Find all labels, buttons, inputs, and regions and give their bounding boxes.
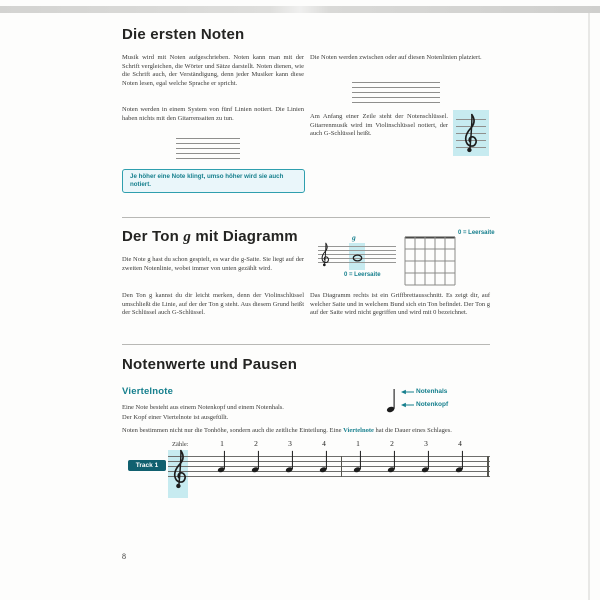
section-divider-2 [122,344,490,345]
treble-clef-icon [319,241,331,268]
line3-highlight: Viertelnote [343,427,374,434]
notenkopf-label: Notenkopf [416,401,449,408]
section2-paragraph-2: Den Ton g kannst du dir leicht merken, denn der Violinschlüssel umschließt die Linie, auf der der Ton g steht. Aus diesem Grund heißt der Schlüssel auch G-Schlüssel. [122,292,304,317]
quarter-note-with-count [382,440,402,474]
empty-staff-right [352,82,440,103]
count-label: 1 [220,439,224,448]
section2-title-post: mit Diagramm [191,228,298,245]
section3-line-2: Der Kopf einer Viertelnote ist ausgefüllt. [122,414,229,421]
quarter-note-with-count [450,440,470,474]
scan-edge-top [0,6,600,13]
notenhals-callout [401,388,447,395]
count-label: 4 [458,439,462,448]
notenhals-label: Notenhals [416,388,448,395]
quarter-note-icon [421,448,432,474]
count-label: 1 [356,439,360,448]
open-string-label-diagram: 0 = Leersaite [458,230,495,236]
quarter-note-with-count [416,440,436,474]
count-label: 3 [288,439,292,448]
count-label: 2 [254,439,258,448]
arrow-left-icon [401,402,414,408]
count-label: 2 [390,439,394,448]
quarter-note-icon [319,448,330,474]
count-label: 3 [424,439,428,448]
section2-title-g: g [183,229,192,245]
quarter-note-anatomy-icon [386,387,398,413]
section2-title-pre: Der Ton [122,228,184,245]
open-note-g-icon [351,253,364,263]
section1-paragraph-2: Noten werden in einem System von fünf Linien notiert. Die Linien haben nichts mit den Gitarrensaiten zu tun. [122,106,304,122]
section3-subtitle: Viertelnote [122,386,174,397]
quarter-note-icon [285,448,296,474]
arrow-left-icon [401,389,414,395]
section-divider-1 [122,217,490,218]
line3-pre: Noten bestimmen nicht nur die Tonhöhe, sondern auch die zeitliche Einteilung. Eine [122,427,344,434]
treble-clef-icon [461,111,480,155]
quarter-note-icon [455,448,466,474]
quarter-note-with-count [348,440,368,474]
section1-right-paragraph-1: Die Noten werden zwischen oder auf diesen Notenlinien platziert. [310,54,482,61]
notenkopf-callout [401,401,448,408]
section1-title: Die ersten Noten [122,26,245,43]
treble-clef-highlight-box [453,110,489,156]
fretboard-diagram [404,236,456,286]
quarter-note-icon [251,448,262,474]
quarter-note-with-count [246,440,266,474]
quarter-note-with-count [314,440,334,474]
section2-title [122,228,298,246]
empty-staff-left [176,138,240,159]
quarter-note-with-count [280,440,300,474]
zaehle-label: Zähle: [172,441,189,448]
count-label: 4 [322,439,326,448]
quarter-note-icon [217,448,228,474]
section3-title: Notenwerte und Pausen [122,356,298,373]
section1-paragraph-1: Musik wird mit Noten aufgeschrieben. Noten kann man mit der Schrift vergleichen, die Wörter und Sätze darstellt. Noten dienen, wie die Schrift auch, der Verständigung, denn jeder Musiker kann diese Noten lesen, egal welche Sprache er spricht. [122,54,304,87]
section1-right-paragraph-2: Am Anfang einer Zeile steht der Notenschlüssel. Gitarrenmusik wird im Violinschlüssel notiert, der auch G-Schlüssel heißt. [310,113,448,138]
quarter-note-with-count [212,440,232,474]
line3-post: hat die Dauer eines Schlages. [373,427,452,434]
scan-edge-right [588,13,590,600]
track-badge: Track 1 [128,460,166,471]
section2-right-paragraph: Das Diagramm rechts ist ein Griffbrettausschnitt. Es zeigt dir, auf welcher Saite und in welchem Bund sich ein Ton befindet. Der Ton g auf der Saite wird nicht gegriffen und wird mit 0 bezeichnet. [310,292,490,317]
note-g-label: g [352,233,356,242]
page-number: 8 [122,552,126,561]
section3-line-1: Eine Note besteht aus einem Notenkopf und einem Notenhals. [122,404,284,411]
section3-line-3 [122,427,490,436]
quarter-note-icon [387,448,398,474]
quarter-note-icon [353,448,364,474]
tip-box [122,169,305,193]
section2-paragraph-1: Die Note g hast du schon gespielt, es war die g-Saite. Sie liegt auf der zweiten Notenlinie, wobei immer von unten gezählt wird. [122,256,304,272]
open-string-label-staff: 0 = Leersaite [344,272,381,278]
tip-text: Je höher eine Note klingt, umso höher wird sie auch notiert. [130,172,284,188]
